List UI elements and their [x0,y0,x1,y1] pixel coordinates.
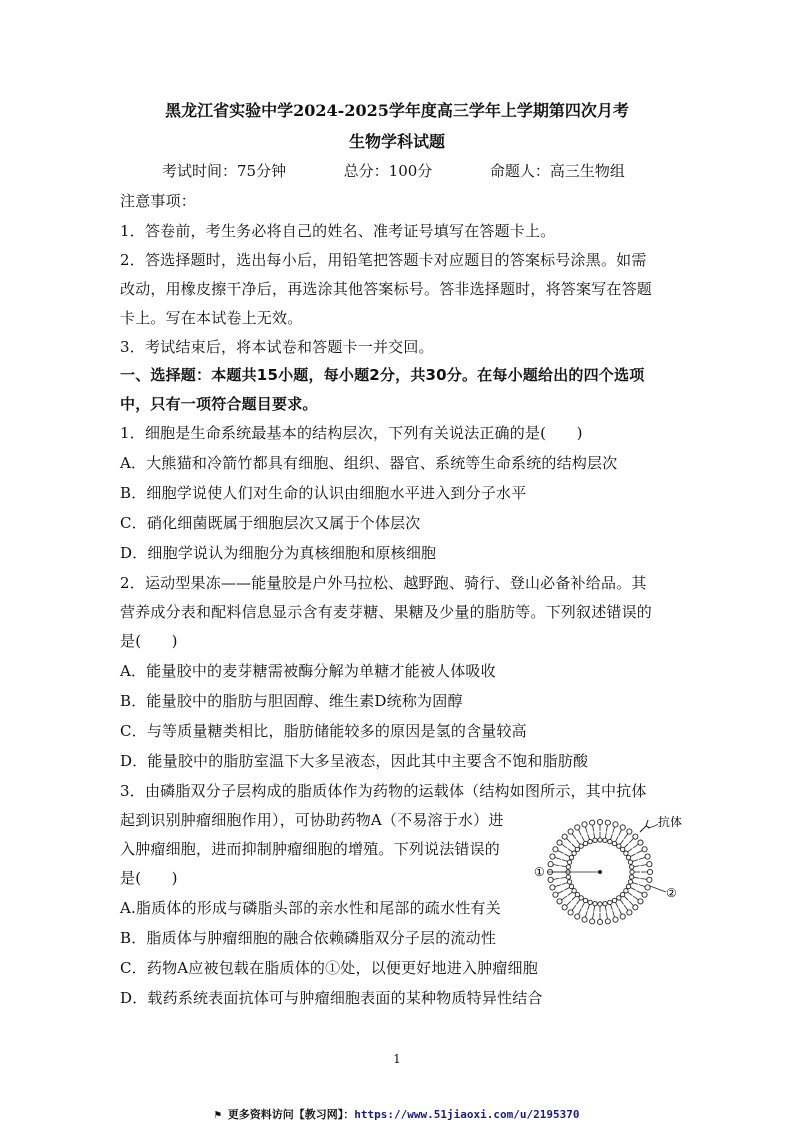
inner-lipid-tail [620,900,623,905]
outer-lipid-head [605,820,610,825]
q3-option-b: B．脂质体与肿瘤细胞的融合依赖磷脂双分子层的流动性 [120,929,497,947]
inner-lipid-tail [560,877,566,878]
outer-lipid-head [642,847,647,852]
antibody-label: 抗体 [658,815,683,829]
inner-lipid-tail [562,860,568,862]
q2-option-b: B．能量胶中的脂肪与胆固醇、维生素D统称为固醇 [120,692,463,710]
outer-lipid-tail [585,911,587,917]
outer-lipid-head [633,834,638,839]
inner-lipid-head [608,839,612,843]
inner-lipid-tail [611,905,613,911]
q2-option-c: C．与等质量糖类相比，脂肪储能较多的原因是氢的含量较高 [120,722,527,740]
outer-lipid-tail [553,865,559,866]
label-1: ① [534,865,545,879]
outer-lipid-head [647,877,652,882]
exam-title: 黑龙江省实验中学2024-2025学年度高三学年上学期第四次月考 [165,101,629,120]
pointer-1-dot [598,870,602,874]
inner-lipid-head [579,844,583,848]
outer-lipid-tail [640,865,646,866]
inner-lipid-tail [572,844,576,848]
outer-lipid-tail [640,878,646,879]
outer-lipid-tail [639,857,645,859]
outer-lipid-head [642,892,647,897]
outer-lipid-head [620,825,625,830]
q1-option-b: B．细胞学说使人们对生命的认识由细胞水平进入到分子水平 [120,484,527,502]
inner-lipid-tail [605,906,606,912]
inner-lipid-head [583,841,587,845]
q3-option-c: C．药物A应被包载在脂质体的①处，以便更好地进入肿瘤细胞 [120,959,538,977]
outer-lipid-tail [624,834,628,839]
q3-option-a: A.脂质体的形成与磷脂头部的亲水性和尾部的疏水性有关 [120,899,501,917]
outer-lipid-tail [606,825,607,831]
outer-lipid-head [613,917,618,922]
inner-lipid-tail [560,866,566,867]
inner-lipid-head [593,901,597,905]
inner-lipid-head [567,880,571,884]
outer-lipid-head [582,917,587,922]
inner-lipid-head [629,875,633,879]
inner-lipid-head [628,860,632,864]
inner-lipid-head [593,838,597,842]
inner-lipid-head [579,896,583,900]
inner-lipid-tail [630,854,635,857]
section-1-heading-line-1: 一、选择题：本题共15小题，每小题2分，共30分。在每小题给出的四个选项 [120,366,645,384]
inner-lipid-head [575,892,579,896]
inner-lipid-head [620,892,624,896]
inner-lipid-tail [628,892,633,895]
inner-lipid-head [612,841,616,845]
inner-lipid-head [628,880,632,884]
inner-lipid-tail [611,834,613,840]
inner-lipid-head [620,847,624,851]
inner-lipid-head [624,889,628,893]
inner-lipid-head [630,870,634,874]
outer-lipid-tail [593,912,594,918]
inner-lipid-tail [594,906,595,912]
inner-lipid-tail [582,902,585,907]
outer-lipid-tail [637,850,643,853]
inner-lipid-tail [605,832,606,838]
inner-lipid-tail [576,840,579,845]
flag-icon: ⚑ [214,1108,228,1121]
exam-meta [162,160,625,181]
inner-lipid-head [624,851,628,855]
outer-lipid-head [590,919,595,924]
outer-lipid-head [548,862,553,867]
outer-lipid-tail [633,896,638,900]
q2-option-d: D．能量胶中的脂肪室温下大多呈液态，因此其中主要含不饱和脂肪酸 [120,752,589,770]
outer-lipid-head [562,834,567,839]
inner-lipid-head [569,855,573,859]
pointer-2 [650,886,666,892]
outer-lipid-tail [619,830,622,836]
outer-lipid-head [627,829,632,834]
q3-option-d: D．载药系统表面抗体可与肿瘤细胞表面的某种物质特异性结合 [120,989,543,1007]
outer-lipid-head [590,820,595,825]
notice-heading: 注意事项： [120,192,197,210]
q2-stem-line-2: 营养成分表和配料信息显示含有麦芽糖、果糖及少量的脂肪等。下列叙述错误的 [120,603,653,621]
inner-lipid-tail [624,896,628,900]
outer-lipid-tail [566,838,571,843]
inner-lipid-head [603,838,607,842]
inner-lipid-head [626,884,630,888]
inner-lipid-tail [562,883,568,885]
outer-lipid-head [647,869,652,874]
outer-lipid-head [620,914,625,919]
inner-lipid-head [567,860,571,864]
notice-item-2-line-1: 2．答选择题时，选出每小后，用铅笔把答题卡对应题目的答案标号涂黑。如需 [120,251,647,269]
notice-item-2-line-2: 改动，用橡皮擦干净后，再选涂其他答案标号。答非选择题时，将答案写在答题 [120,280,653,298]
outer-lipid-tail [562,896,567,900]
outer-lipid-head [562,905,567,910]
inner-lipid-head [588,900,592,904]
total-score: 总分：100分 [343,162,433,180]
outer-lipid-tail [606,912,607,918]
q3-stem-line-4: 是( ) [120,869,178,887]
q2-option-a: A．能量胶中的麦芽糖需被酶分解为单糖才能被人体吸收 [120,662,496,680]
outer-lipid-tail [578,909,581,915]
inner-lipid-head [603,901,607,905]
outer-lipid-tail [555,857,561,859]
notice-item-2-line-3: 卡上。写在本试卷上无效。 [120,309,303,327]
outer-lipid-head [605,919,610,924]
liposome-figure [528,812,696,928]
inner-lipid-head [598,902,602,906]
notice-item-3: 3．考试结束后，将本试卷和答题卡一并交回。 [120,338,434,356]
section-1-heading-line-2: 中，只有一项符合题目要求。 [120,395,318,413]
outer-lipid-head [597,819,602,824]
inner-lipid-head [569,884,573,888]
outer-lipid-tail [593,825,594,831]
inner-lipid-head [612,898,616,902]
exam-author: 命题人：高三生物组 [489,162,625,180]
inner-lipid-head [598,838,602,842]
outer-lipid-head [553,847,558,852]
inner-lipid-head [566,865,570,869]
outer-lipid-head [568,910,573,915]
outer-lipid-tail [585,827,587,833]
inner-lipid-tail [633,883,639,885]
inner-lipid-tail [616,836,619,841]
outer-lipid-head [575,825,580,830]
outer-lipid-head [645,854,650,859]
inner-lipid-tail [588,834,590,840]
outer-lipid-head [553,892,558,897]
inner-lipid-tail [594,832,595,838]
inner-lipid-head [566,875,570,879]
q3-stem-line-2: 起到识别肿瘤细胞作用），可协助药物A（不易溶于水）进 [120,811,504,829]
outer-lipid-tail [553,878,559,879]
inner-lipid-tail [634,877,640,878]
outer-lipid-tail [613,827,615,833]
inner-lipid-tail [568,848,573,851]
inner-lipid-tail [634,866,640,867]
outer-lipid-head [582,822,587,827]
footer [0,1106,794,1122]
inner-lipid-tail [616,902,619,907]
outer-lipid-head [645,885,650,890]
q3-stem-line-3: 入肿瘤细胞，进而抑制肿瘤细胞的增殖。下列说法错误的 [120,840,501,858]
outer-lipid-head [597,919,602,924]
inner-lipid-head [572,851,576,855]
outer-lipid-tail [613,911,615,917]
inner-lipid-tail [572,896,576,900]
outer-lipid-tail [629,838,634,843]
inner-lipid-head [572,889,576,893]
inner-lipid-tail [624,844,628,848]
outer-lipid-tail [572,905,576,910]
outer-lipid-head [550,885,555,890]
q2-stem-line-1: 2．运动型果冻——能量胶是户外马拉松、越野跑、骑行、登山必备补给品。其 [120,574,647,592]
outer-lipid-tail [633,844,638,848]
inner-lipid-head [575,847,579,851]
q1-option-a: A．大熊猫和冷箭竹都具有细胞、组织、器官、系统等生命系统的结构层次 [120,454,618,472]
exam-time: 考试时间：75分钟 [162,162,287,180]
outer-lipid-head [627,910,632,915]
outer-lipid-head [613,822,618,827]
outer-lipid-tail [558,891,564,894]
outer-lipid-head [548,877,553,882]
outer-lipid-tail [619,909,622,915]
inner-lipid-tail [564,888,569,891]
outer-lipid-tail [572,834,576,839]
q3-stem-line-1: 3．由磷脂双分子层构成的脂质体作为药物的运载体（结构如图所示，其中抗体 [120,782,647,800]
outer-lipid-tail [562,844,567,848]
inner-lipid-tail [588,905,590,911]
antibody-markers [640,820,658,832]
outer-lipid-tail [639,885,645,887]
outer-lipid-tail [558,850,564,853]
inner-lipid-head [617,896,621,900]
inner-lipid-tail [633,860,639,862]
inner-lipid-head [617,844,621,848]
inner-lipid-tail [628,848,633,851]
outer-lipid-head [550,854,555,859]
outer-lipid-head [633,905,638,910]
outer-lipid-tail [566,901,571,906]
inner-lipid-tail [620,840,623,845]
inner-lipid-tail [568,892,573,895]
page-number: 1 [393,1052,401,1066]
footer-prefix: 更多资料访问【教习网】： [227,1108,355,1121]
outer-lipid-tail [629,901,634,906]
outer-lipid-head [557,840,562,845]
outer-lipid-head [647,862,652,867]
q1-option-c: C．硝化细菌既属于细胞层次又属于个体层次 [120,514,421,532]
inner-lipid-head [629,865,633,869]
exam-subtitle: 生物学科试题 [348,132,445,151]
inner-lipid-tail [582,836,585,841]
inner-lipid-head [608,900,612,904]
outer-lipid-head [638,840,643,845]
notice-item-1: 1．答卷前，考生务必将自己的姓名、准考证号填写在答题卡上。 [120,222,556,240]
label-2: ② [666,886,677,900]
outer-lipid-tail [624,905,628,910]
inner-lipid-head [583,898,587,902]
outer-lipid-head [575,914,580,919]
inner-lipid-tail [630,888,635,891]
outer-lipid-tail [637,891,643,894]
inner-lipid-head [588,839,592,843]
inner-lipid-head [626,855,630,859]
footer-link[interactable]: https://www.51jiaoxi.com/u/2195370 [354,1108,580,1121]
q1-stem: 1．细胞是生命系统最基本的结构层次，下列有关说法正确的是( ) [120,424,583,442]
inner-lipid-tail [564,854,569,857]
inner-lipid-tail [576,900,579,905]
q1-option-d: D．细胞学说认为细胞分为真核细胞和原核细胞 [120,544,437,562]
outer-lipid-tail [578,830,581,836]
outer-lipid-tail [555,885,561,887]
outer-lipid-head [638,899,643,904]
outer-lipid-head [568,829,573,834]
q2-stem-line-3: 是( ) [120,632,178,650]
outer-lipid-head [557,899,562,904]
